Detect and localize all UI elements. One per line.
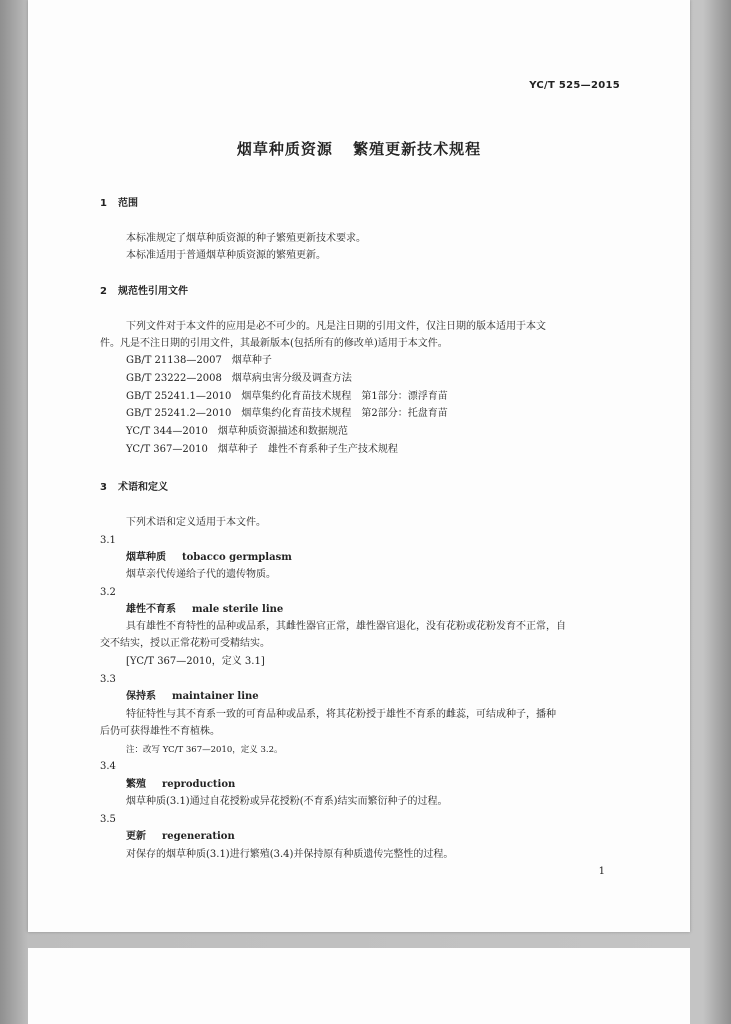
- term-source: [YC/T 367—2010，定义 3.1]: [126, 656, 265, 667]
- term-definition: 对保存的烟草种质(3.1)进行繁殖(3.4)并保持原有种质遗传完整性的过程。: [126, 849, 454, 860]
- term-heading: [126, 778, 235, 792]
- term-definition: 烟草亲代传递给子代的遗传物质。: [126, 569, 276, 580]
- term-cn: 繁殖: [126, 779, 146, 790]
- term-number: 3.5: [100, 814, 116, 825]
- section-title: 术语和定义: [118, 482, 168, 493]
- paragraph: 下列文件对于本文件的应用是必不可少的。凡是注日期的引用文件，仅注日期的版本适用于本文: [126, 321, 546, 332]
- term-heading: [126, 830, 235, 844]
- term-definition: 烟草种质(3.1)通过自花授粉或异花授粉(不育系)结实而繁衍种子的过程。: [126, 796, 448, 807]
- section-title: 规范性引用文件: [118, 286, 188, 297]
- section-1-heading: [100, 197, 138, 211]
- section-3-heading: [100, 481, 168, 495]
- term-number: 3.4: [100, 761, 116, 772]
- term-cn: 保持系: [126, 691, 156, 702]
- next-page: [28, 948, 690, 1024]
- reference-item: GB/T 21138—2007 烟草种子: [126, 355, 272, 366]
- section-title: 范围: [118, 198, 138, 209]
- section-number: 2: [100, 286, 107, 297]
- term-definition: 具有雄性不育特性的品种或品系，其雌性器官正常，雄性器官退化，没有花粉或花粉发育不正常，自: [126, 621, 566, 632]
- reference-item: GB/T 25241.2—2010 烟草集约化育苗技术规程 第2部分：托盘育苗: [126, 408, 448, 419]
- term-en: maintainer line: [172, 691, 259, 702]
- reference-item: GB/T 25241.1—2010 烟草集约化育苗技术规程 第1部分：漂浮育苗: [126, 391, 448, 402]
- term-definition: 交不结实，授以正常花粉可受精结实。: [100, 638, 270, 649]
- reference-item: YC/T 344—2010 烟草种质资源描述和数据规范: [126, 426, 348, 437]
- reference-item: YC/T 367—2010 烟草种子 雄性不育系种子生产技术规程: [126, 444, 398, 455]
- doc-code: YC/T 525—2015: [529, 80, 620, 91]
- paragraph: 本标准适用于普通烟草种质资源的繁殖更新。: [126, 250, 326, 261]
- term-definition: 特征特性与其不育系一致的可育品种或品系，将其花粉授于雄性不育系的雌蕊，可结成种子，播种: [126, 709, 556, 720]
- section-2-heading: [100, 285, 188, 299]
- term-cn: 雄性不育系: [126, 604, 176, 615]
- term-heading: [126, 551, 292, 565]
- document-page: [28, 0, 690, 932]
- term-number: 3.1: [100, 535, 116, 546]
- term-number: 3.3: [100, 674, 116, 685]
- term-note: 注：改写 YC/T 367—2010，定义 3.2。: [126, 745, 283, 755]
- term-en: reproduction: [162, 779, 236, 790]
- term-number: 3.2: [100, 587, 116, 598]
- term-heading: [126, 690, 259, 704]
- term-definition: 后仍可获得雄性不育植株。: [100, 726, 220, 737]
- paragraph: 本标准规定了烟草种质资源的种子繁殖更新技术要求。: [126, 233, 366, 244]
- reference-item: GB/T 23222—2008 烟草病虫害分级及调查方法: [126, 373, 352, 384]
- term-en: tobacco germplasm: [182, 552, 292, 563]
- term-cn: 更新: [126, 831, 146, 842]
- term-cn: 烟草种质: [126, 552, 166, 563]
- section-number: 1: [100, 198, 107, 209]
- page-number: 1: [598, 866, 605, 877]
- term-heading: [126, 603, 283, 617]
- term-en: regeneration: [162, 831, 235, 842]
- term-en: male sterile line: [192, 604, 284, 615]
- paragraph: 下列术语和定义适用于本文件。: [126, 517, 266, 528]
- paragraph: 件。凡是不注日期的引用文件，其最新版本(包括所有的修改单)适用于本文件。: [100, 338, 448, 349]
- doc-title: 烟草种质资源 繁殖更新技术规程: [236, 140, 482, 158]
- section-number: 3: [100, 482, 107, 493]
